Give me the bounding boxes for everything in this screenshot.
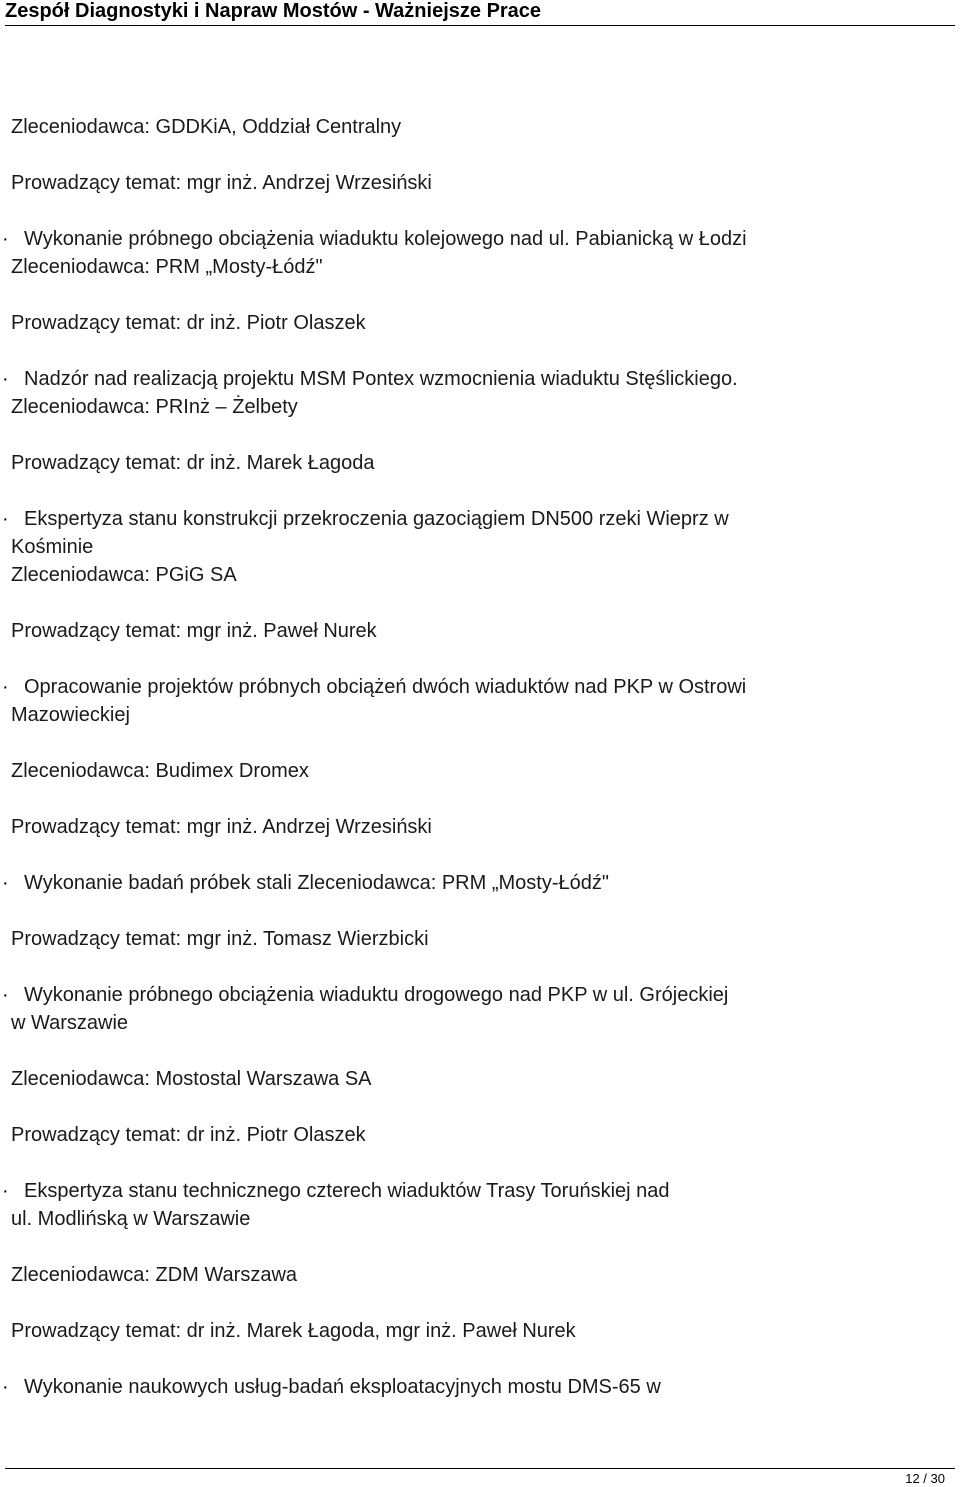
work-item-title-continued: w Warszawie [11, 1012, 129, 1034]
client-line: Zleceniodawca: Mostostal Warszawa SA [11, 1068, 372, 1090]
lead-line: Prowadzący temat: mgr inż. Paweł Nurek [11, 620, 377, 642]
work-item-title: Wykonanie próbnego obciążenia wiaduktu drogowego nad PKP w ul. Grójeckiej [24, 984, 729, 1006]
client-line: Zleceniodawca: PRInż – Żelbety [11, 396, 298, 418]
lead-line: Prowadzący temat: mgr inż. Tomasz Wierzbicki [11, 928, 429, 950]
work-item-title-continued: ul. Modlińską w Warszawie [11, 1208, 251, 1230]
client-line: Zleceniodawca: Budimex Dromex [11, 760, 309, 782]
bullet-marker: · [2, 1180, 9, 1202]
lead-line: Prowadzący temat: dr inż. Marek Łagoda [11, 452, 375, 474]
bullet-marker: · [2, 508, 9, 530]
lead-line: Prowadzący temat: dr inż. Piotr Olaszek [11, 312, 366, 334]
work-item-title-continued: Mazowieckiej [11, 704, 130, 726]
work-item-title: Wykonanie próbnego obciążenia wiaduktu kolejowego nad ul. Pabianicką w Łodzi [24, 228, 747, 250]
work-item-title: Ekspertyza stanu technicznego czterech wiaduktów Trasy Toruńskiej nad [24, 1180, 670, 1202]
lead-line: Prowadzący temat: dr inż. Piotr Olaszek [11, 1124, 366, 1146]
bullet-marker: · [2, 984, 9, 1006]
bullet-marker: · [2, 1376, 9, 1398]
lead-line: Prowadzący temat: mgr inż. Andrzej Wrzesiński [11, 172, 432, 194]
client-line: Zleceniodawca: PRM „Mosty-Łódź" [11, 256, 323, 278]
lead-line: Prowadzący temat: dr inż. Marek Łagoda, mgr inż. Paweł Nurek [11, 1320, 576, 1342]
work-item-title: Ekspertyza stanu konstrukcji przekroczenia gazociągiem DN500 rzeki Wieprz w [24, 508, 729, 530]
bullet-marker: · [2, 676, 9, 698]
bullet-marker: · [2, 228, 9, 250]
work-item-title: Opracowanie projektów próbnych obciążeń dwóch wiaduktów nad PKP w Ostrowi [24, 676, 747, 698]
client-line: Zleceniodawca: GDDKiA, Oddział Centralny [11, 116, 402, 138]
bullet-marker: · [2, 368, 9, 390]
footer-divider [5, 1468, 955, 1469]
client-line: Zleceniodawca: ZDM Warszawa [11, 1264, 298, 1286]
page-number: 12 / 30 [905, 1471, 945, 1486]
work-item-title: Nadzór nad realizacją projektu MSM Pontex wzmocnienia wiaduktu Stęślickiego. [24, 368, 738, 390]
work-item-title: Wykonanie badań próbek stali Zleceniodawca: PRM „Mosty-Łódź" [24, 872, 609, 894]
page-title: Zespół Diagnostyki i Napraw Mostów - Ważniejsze Prace [5, 0, 542, 22]
work-item-title: Wykonanie naukowych usług-badań eksploatacyjnych mostu DMS-65 w [24, 1376, 661, 1398]
work-item-title-continued: Kośminie [11, 536, 94, 558]
header-divider [5, 25, 955, 26]
client-line: Zleceniodawca: PGiG SA [11, 564, 237, 586]
bullet-marker: · [2, 872, 9, 894]
lead-line: Prowadzący temat: mgr inż. Andrzej Wrzesiński [11, 816, 432, 838]
